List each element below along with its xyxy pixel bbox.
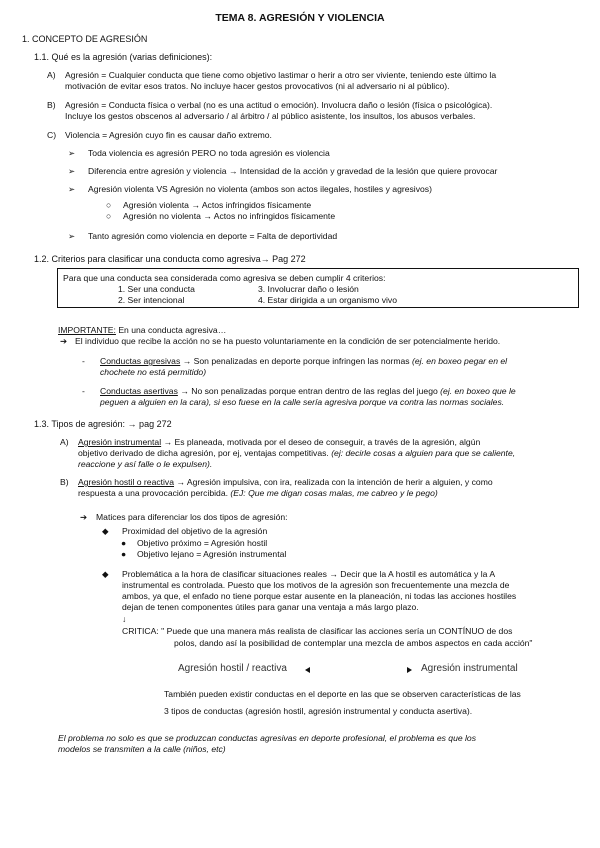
instrumental-line2 [78,448,515,459]
label-a: A) [47,70,56,80]
conductas-agresivas-line1 [100,356,507,367]
important-rest: En una conducta agresiva… [115,325,227,335]
definition-a-line2: motivación de evitar esos tratos. No incluye hacer gestos provocativos (ni al adversario ni al público). [65,81,450,91]
conductas-asertivas-line1 [100,386,516,397]
critica-line2: polos, dando así la posibilidad de contemplar una mezcla de ambos aspectos en cada acción" [174,638,533,648]
section-1-3-heading: 1.3. Tipos de agresión: → pag 272 [34,419,172,429]
section-1-heading: 1. CONCEPTO DE AGRESIÓN [22,34,148,44]
down-arrow-icon: ↓ [122,614,127,624]
instrumental-text: → Es planeada, motivada por el deseo de conseguir, a través de la agresión, algún [161,437,481,447]
dot-bullet-icon: ● [121,549,127,559]
instrumental-line2-italic: (ej: decirle cosas a alguien para que se caliente, [331,448,516,458]
important-note [58,325,226,336]
matices-heading: Matices para diferenciar los dos tipos de agresión: [96,512,288,522]
diamond-bullet-icon: ◆ [102,526,109,536]
arrow-bullet-icon: ➢ [68,166,76,176]
pole-left-label: Agresión hostil / reactiva [178,663,287,674]
label-b: B) [60,477,69,487]
circle-bullet-icon: ○ [106,200,112,210]
page-title: TEMA 8. AGRESIÓN Y VIOLENCIA [215,12,385,24]
conductas-agresivas-line2: chochete no está permitido) [100,367,207,377]
arrow-right-icon: ➔ [80,512,88,522]
definition-b-line2: Incluye los gestos obscenos al adversario / al árbitro / al público asistente, los insultos, los abusos verbales. [65,111,476,121]
conductas-asertivas-line2: peguen a alguien en la cara), si eso fuese en la calle sería agresiva porque va contra las normas sociales. [100,397,505,407]
sub-bullet-item: Agresión violenta → Actos infringidos físicamente [123,200,312,210]
bullet-item: Tanto agresión como violencia en deporte = Falta de deportividad [88,231,338,241]
definition-b-line1: Agresión = Conducta física o verbal (no es una actitud o emoción). Involucra daño o lesión (física o psicológica). [65,100,493,110]
hostil-text: → Agresión impulsiva, con ira, realizada con la intención de herir a alguien, y como [174,477,493,487]
term-hostil: Agresión hostil o reactiva [78,477,175,487]
label-c: C) [47,130,57,140]
arrow-bullet-icon: ➢ [68,148,76,158]
closing-line2: modelos se transmiten a la calle (niños, etc) [58,744,226,754]
dash1-italic: (ej. en boxeo pegar en el [411,356,508,366]
pole-right-label: Agresión instrumental [421,663,518,674]
bullet-item: Agresión violenta VS Agresión no violenta (ambos son actos ilegales, hostiles y agresivos) [88,184,432,194]
circle-bullet-icon: ○ [106,211,112,221]
sub-bullet-item: Agresión no violenta → Actos no infringidos físicamente [123,211,336,221]
dash1-text: → Son penalizadas en deporte porque infringen las normas [180,356,412,366]
dot-item: Objetivo lejano = Agresión instrumental [137,549,287,559]
section-1-2-heading: 1.2. Criterios para clasificar una conducta como agresiva→ Pag 272 [34,254,306,264]
dash-icon: - [82,356,85,366]
hostil-line1 [78,477,493,488]
hostil-line2-plain: respuesta a una provocación percibida. [78,488,231,498]
hostil-line2 [78,488,438,499]
instrumental-line3: reaccione y así falle o le expulsen). [78,459,213,469]
diamond-item: Proximidad del objetivo de la agresión [122,526,268,536]
instrumental-line1 [78,437,480,448]
dash2-text: → No son penalizadas porque entran dentro de las reglas del juego [177,386,441,396]
criterion-item: 2. Ser intencional [118,295,185,305]
problematica-line1: Problemática a la hora de clasificar situaciones reales → Decir que la A hostil es automática y la A [122,569,496,579]
criterion-item: 4. Estar dirigida a un organismo vivo [258,295,398,305]
arrow-right-icon: ➔ [60,336,68,346]
term-instrumental: Agresión instrumental [78,437,162,447]
arrow-bullet-icon: ➢ [68,231,76,241]
instrumental-line2-plain: objetivo derivado de dicha agresión, por ej, ventajas competitivas. [78,448,332,458]
arrow-bullet-icon: ➢ [68,184,76,194]
problematica-line4: dejan de tenen componentes útiles para ganar una ventaja a más largo plazo. [122,602,419,612]
tambien-line1: También pueden existir conductas en el deporte en las que se observen características de las [164,689,521,699]
dot-item: Objetivo próximo = Agresión hostil [137,538,268,548]
tambien-line2: 3 tipos de conductas (agresión hostil, agresión instrumental y conducta asertiva). [164,706,473,716]
criteria-intro: Para que una conducta sea considerada como agresiva se deben cumplir 4 criterios: [63,273,386,283]
definition-c: Violencia = Agresión cuyo fin es causar daño extremo. [65,130,272,140]
dot-bullet-icon: ● [121,538,127,548]
criterion-item: 1. Ser una conducta [118,284,195,294]
term-conductas-agresivas: Conductas agresivas [100,356,181,366]
problematica-line2: instrumental es controlada. Puesto que los motivos de la agresión son frecuentemente una mezcla de [122,580,510,590]
arrow-right-icon [407,667,412,673]
term-conductas-asertivas: Conductas asertivas [100,386,178,396]
hostil-line2-italic: (EJ: Que me digan cosas malas, me cabreo y le pego) [230,488,438,498]
closing-line1: El problema no solo es que se produzcan conductas agresivas en deporte profesional, el problema es que los [58,733,477,743]
bullet-item: Diferencia entre agresión y violencia → Intensidad de la acción y gravedad de la lesión que quiere provocar [88,166,498,176]
definition-a-line1: Agresión = Cualquier conducta que tiene como objetivo lastimar o herir a otro ser viviente, teniendo este último la [65,70,497,80]
section-1-1-heading: 1.1. Qué es la agresión (varias definiciones): [34,52,213,62]
problematica-line3: ambos, ya que, el enfado no tiene porque estar ausente en la planeación, ni todas las acciones hostiles [122,591,517,601]
criterion-item: 3. Involucrar daño o lesión [258,284,359,294]
label-b: B) [47,100,56,110]
critica-line1: CRITICA: " Puede que una manera más realista de clasificar las acciones sería un CONTÍNUO de dos [122,626,513,636]
dash2-italic: (ej. en boxeo que le [440,386,516,396]
dash-icon: - [82,386,85,396]
arrow-left-icon [305,667,310,673]
important-bullet: El individuo que recibe la acción no se ha puesto voluntariamente en la condición de ser potencialmente herido. [75,336,501,346]
diamond-bullet-icon: ◆ [102,569,109,579]
important-label: IMPORTANTE: [58,325,116,335]
label-a: A) [60,437,69,447]
bullet-item: Toda violencia es agresión PERO no toda agresión es violencia [88,148,330,158]
